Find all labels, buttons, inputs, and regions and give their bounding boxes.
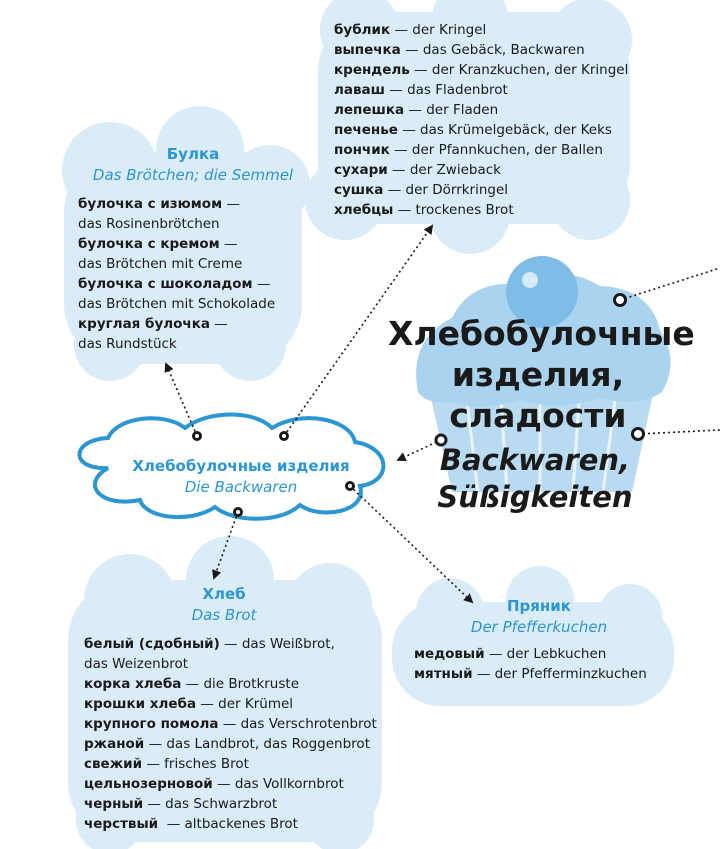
vocab-entry: корка хлеба — die Brotkruste [84, 676, 299, 692]
central-title-ru-line: Хлебобулочные [388, 314, 695, 353]
hub-title-de: Die Backwaren [184, 478, 298, 496]
khleb-title-ru: Хлеб [202, 585, 246, 603]
vocab-entry: булочка с кремом — [78, 236, 238, 252]
vocab-entry: цельнозерновой — das Vollkornbrot [84, 776, 344, 792]
vocab-entry: бублик — der Kringel [334, 22, 487, 38]
vocab-entry: сушка — der Dörrkringel [334, 182, 509, 198]
vocab-entry: крендель — der Kranzkuchen, der Kringel [334, 62, 629, 78]
vocab-entry: лепешка — der Fladen [334, 102, 499, 118]
vocab-entry: свежий — frisches Brot [84, 756, 249, 772]
vocab-entry: черный — das Schwarzbrot [84, 796, 278, 812]
hub-title-ru: Хлебобулочные изделия [132, 457, 350, 475]
vocab-entry: черствый — altbackenes Brot [84, 816, 298, 832]
vocab-entry: хлебцы — trockenes Brot [334, 202, 514, 218]
vocab-entry: круглая булочка — [78, 316, 228, 332]
vocab-entry: сухари — der Zwieback [334, 162, 501, 178]
central-title-de [420, 442, 650, 516]
central-title-de-line: Süßigkeiten [437, 480, 633, 514]
bulka-title-de: Das Brötchen; die Semmel [92, 166, 294, 184]
misc-card [334, 20, 634, 220]
central-title-ru-line: сладости [449, 396, 627, 435]
vocab-entry: крошки хлеба — der Krümel [84, 696, 294, 712]
vocab-entry: пончик — der Pfannkuchen, der Ballen [334, 142, 603, 158]
vocab-translation: das Brötchen mit Creme [78, 256, 243, 272]
central-title-ru [388, 313, 695, 436]
vocab-entry: крупного помола — das Verschrotenbrot [84, 716, 377, 732]
central-title-ru-line: изделия, [451, 355, 625, 394]
hub-node [96, 456, 386, 498]
vocab-entry: белый (сдобный) — das Weißbrot, [84, 636, 335, 652]
central-title-de-line: Backwaren, [439, 443, 631, 477]
vocab-entry: мятный — der Pfefferminzkuchen [414, 666, 647, 682]
pryanik-title-ru: Пряник [507, 597, 571, 615]
vocab-entry: ржаной — das Landbrot, das Roggenbrot [84, 736, 370, 752]
khleb-card [84, 584, 380, 834]
bulka-title-ru: Булка [166, 145, 220, 163]
vocab-entry: печенье — das Krümelgebäck, der Keks [334, 122, 612, 138]
vocab-entry: булочка с шоколадом — [78, 276, 271, 292]
vocab-translation: das Rundstück [78, 336, 177, 352]
bulka-card [78, 144, 308, 354]
vocab-entry: выпечка — das Gebäck, Backwaren [334, 42, 585, 58]
pryanik-title-de: Der Pfefferkuchen [470, 618, 608, 636]
vocab-translation: das Brötchen mit Schokolade [78, 296, 276, 312]
vocab-translation: das Weizenbrot [84, 656, 189, 672]
vocab-entry: лаваш — das Fladenbrot [334, 82, 508, 98]
vocab-entry: булочка с изюмом — [78, 196, 240, 212]
khleb-title-de: Das Brot [191, 606, 257, 624]
vocab-translation: das Rosinenbrötchen [78, 216, 220, 232]
pryanik-card [414, 596, 674, 684]
vocab-entry: медовый — der Lebkuchen [414, 646, 607, 662]
